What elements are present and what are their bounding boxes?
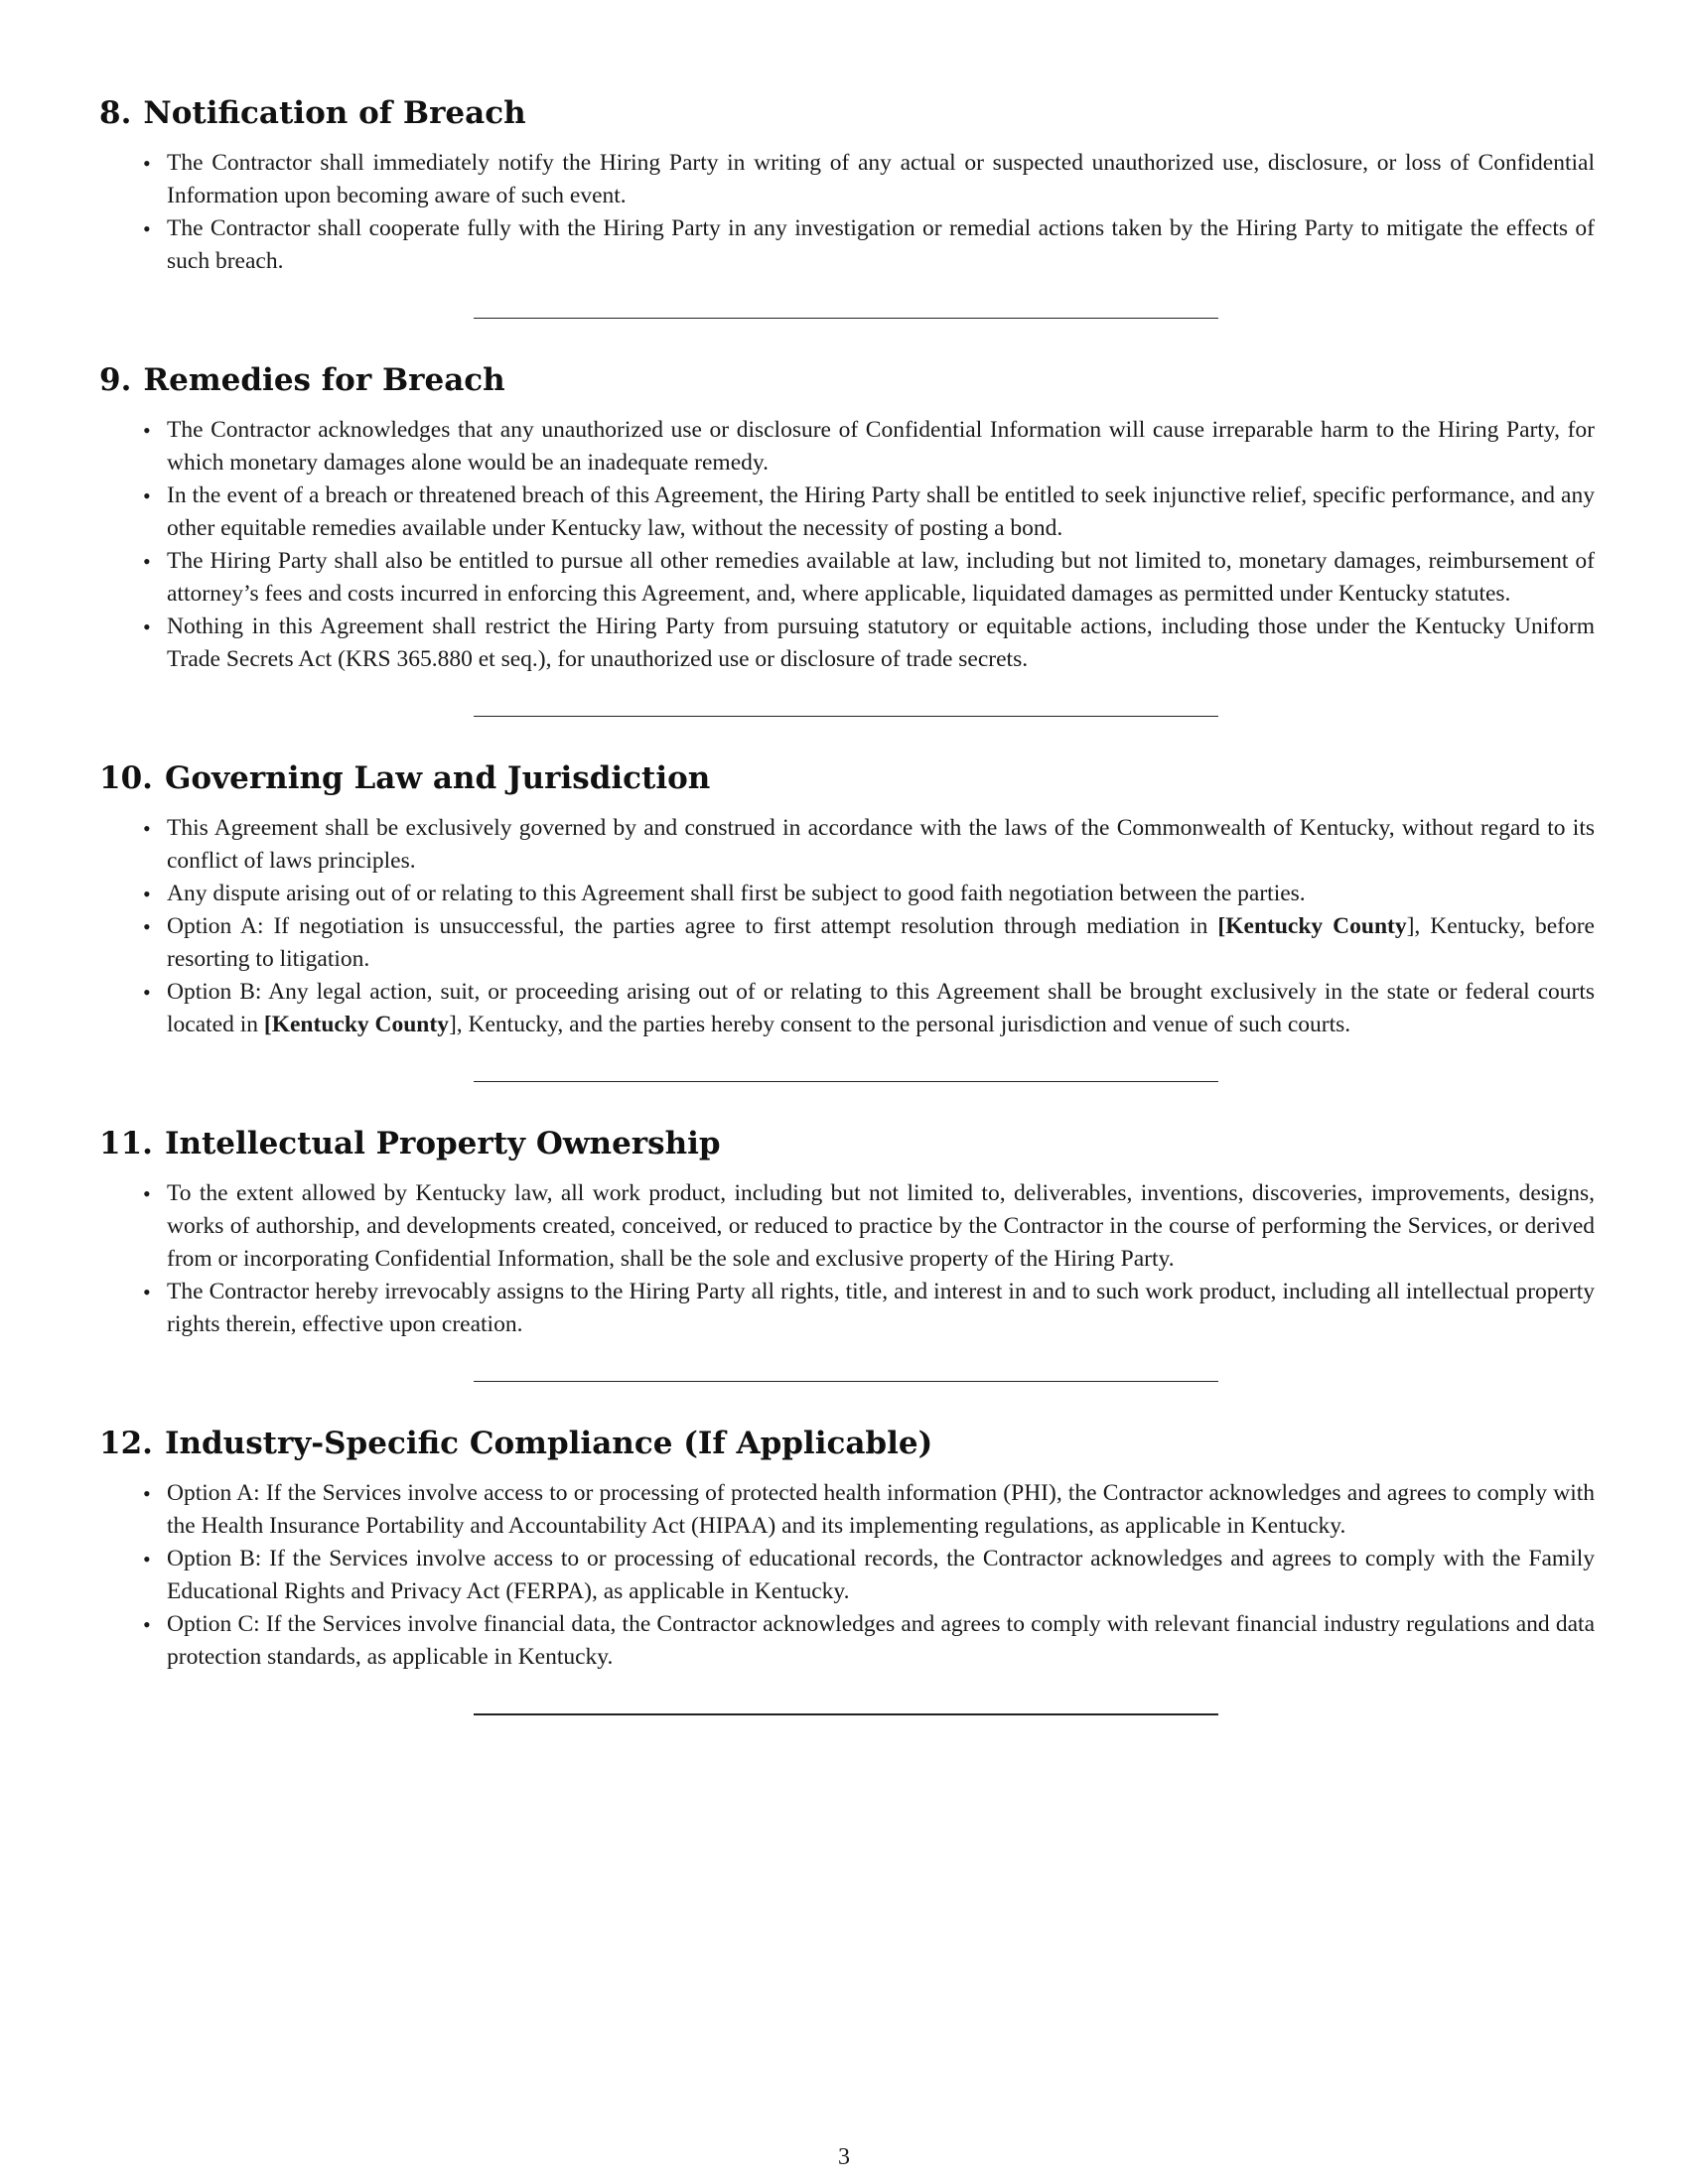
section-title: Intellectual Property Ownership [164,1126,721,1161]
list-item [167,976,1595,1041]
list-item [167,910,1595,976]
section-9 [99,358,1595,717]
list-item [167,878,1595,910]
document-page [99,91,1595,1755]
list-item [167,1608,1595,1674]
bullet-list [99,147,1595,278]
list-item [167,212,1595,278]
item-text: This Agreement shall be exclusively governed by and construed in accordance with the laws of the Commonwealth of Kentucky, without regard to its conflict of laws principles. [167,815,1595,874]
placeholder-text: [Kentucky County [1217,913,1407,939]
item-text: Option B: Any legal action, suit, or proceeding arising out of or relating to this Agreement shall be brought exclusively in the state or federal courts located in [167,979,1595,1037]
section-heading [99,1122,1595,1165]
section-title: Notification of Breach [143,95,526,131]
item-text: Option A: If the Services involve access to or processing of protected health information (PHI), the Contractor acknowledges and agrees to comply with the Health Insurance Portability and Accountability Act (HIPAA) and its implementing regulations, as applicable in Kentucky. [167,1480,1595,1539]
section-divider [474,1381,1218,1382]
item-text: The Contractor shall cooperate fully with the Hiring Party in any investigation or remedial actions taken by the Hiring Party to mitigate the effects of such breach. [167,215,1595,274]
list-item [167,611,1595,676]
section-heading [99,358,1595,402]
section-8 [99,91,1595,319]
section-title: Governing Law and Jurisdiction [164,760,711,796]
bullet-list [99,414,1595,676]
section-divider [474,716,1218,717]
item-text: ], Kentucky, and the parties hereby consent to the personal jurisdiction and venue of such courts. [448,1012,1351,1037]
list-item [167,1543,1595,1608]
section-divider [474,1081,1218,1082]
bullet-list [99,812,1595,1041]
section-number: 12. [99,1426,153,1461]
item-text: Option B: If the Services involve access to or processing of educational records, the Contractor acknowledges and agrees to comply with the Family Educational Rights and Privacy Act (FERPA), as applicable in Kentucky. [167,1546,1595,1604]
list-item [167,1177,1595,1276]
item-text: The Hiring Party shall also be entitled to pursue all other remedies available at law, including but not limited to, monetary damages, reimbursement of attorney’s fees and costs incurred in enforcing this Agreement, and, where applicable, liquidated damages as permitted under Kentucky statutes. [167,548,1595,607]
section-heading [99,91,1595,135]
item-text: Option C: If the Services involve financial data, the Contractor acknowledges and agrees to comply with relevant financial industry regulations and data protection standards, as applicable in Kentucky. [167,1611,1595,1670]
list-item [167,147,1595,212]
list-item [167,414,1595,479]
list-item [167,1276,1595,1341]
item-text: ], Kentucky, before resorting to litigation. [167,913,1595,972]
item-text: To the extent allowed by Kentucky law, all work product, including but not limited to, deliverables, inventions, discoveries, improvements, designs, works of authorship, and developments created, conceived, or reduced to practice by the Contractor in the course of performing the Services, or derived from or incorporating Confidential Information, shall be the sole and exclusive property of the Hiring Party. [167,1180,1595,1272]
section-heading [99,756,1595,800]
list-item [167,545,1595,611]
item-text: The Contractor acknowledges that any unauthorized use or disclosure of Confidential Information will cause irreparable harm to the Hiring Party, for which monetary damages alone would be an inadequate remedy. [167,417,1595,476]
item-text: Nothing in this Agreement shall restrict the Hiring Party from pursuing statutory or equitable actions, including those under the Kentucky Uniform Trade Secrets Act (KRS 365.880 et seq.), for unauthorized use or disclosure of trade secrets. [167,614,1595,672]
section-12 [99,1422,1595,1715]
section-number: 9. [99,362,132,398]
list-item [167,479,1595,545]
page-number: 3 [838,2144,850,2170]
placeholder-text: [Kentucky County [263,1012,449,1037]
section-number: 8. [99,95,132,131]
section-number: 11. [99,1126,153,1161]
bullet-list [99,1177,1595,1341]
bullet-list [99,1477,1595,1674]
list-item [167,812,1595,878]
section-number: 10. [99,760,153,796]
section-title: Remedies for Breach [143,362,505,398]
section-divider [474,318,1218,319]
section-title: Industry-Specific Compliance (If Applicable) [164,1426,933,1461]
item-text: Option A: If negotiation is unsuccessful, the parties agree to first attempt resolution through mediation in [167,913,1218,939]
item-text: In the event of a breach or threatened breach of this Agreement, the Hiring Party shall be entitled to seek injunctive relief, specific performance, and any other equitable remedies available under Kentucky law, without the necessity of posting a bond. [167,482,1595,541]
item-text: The Contractor hereby irrevocably assigns to the Hiring Party all rights, title, and interest in and to such work product, including all intellectual property rights therein, effective upon creation. [167,1279,1595,1337]
list-item [167,1477,1595,1543]
item-text: Any dispute arising out of or relating to this Agreement shall first be subject to good faith negotiation between the parties. [167,881,1306,906]
section-divider [474,1713,1218,1715]
section-heading [99,1422,1595,1465]
section-10 [99,756,1595,1082]
item-text: The Contractor shall immediately notify the Hiring Party in writing of any actual or suspected unauthorized use, disclosure, or loss of Confidential Information upon becoming aware of such event. [167,150,1595,208]
section-11 [99,1122,1595,1382]
